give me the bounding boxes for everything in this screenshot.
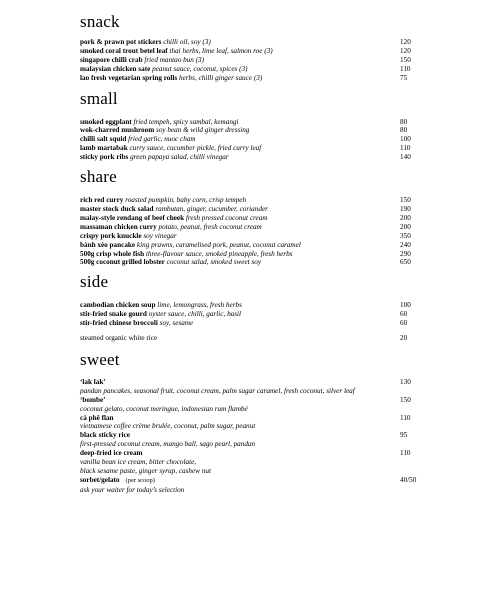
- menu-item: malaysian chicken sate peanut sauce, coconut, spices (3) 110: [80, 64, 411, 73]
- menu-item: cambodian chicken soup lime, lemongrass, fresh herbs 100: [80, 301, 411, 310]
- menu-item: stir-fried chinese broccoli soy, sesame 60: [80, 319, 408, 328]
- item-description: coconut gelato, coconut meringue, indonesian rum flambé: [80, 404, 248, 413]
- menu-item: smoked eggplant fried tempeh, spicy sambal, kemangi 80: [80, 117, 408, 126]
- menu-item: singapore chilli crab fried mantao bun (3) 150: [80, 55, 411, 64]
- menu-item: smoked coral trout betel leaf thai herbs, lime leaf, salmon roe (3) 120: [80, 46, 411, 55]
- item-description: vanilla bean ice cream, bitter chocolate,: [80, 458, 197, 467]
- menu-item: master stock duck salad rambutan, ginger, cucumber, coriander 190: [80, 204, 411, 213]
- menu-item: steamed organic white rice 20: [80, 334, 408, 343]
- item-description: ask your waiter for today’s selection: [80, 485, 185, 494]
- menu-item: bánh xèo pancake king prawns, caramelised pork, peanut, coconut caramel 240: [80, 240, 411, 249]
- section-title-side: side: [80, 272, 109, 292]
- menu-item: stir-fried snake gourd oyster sauce, chilli, garlic, basil 60: [80, 310, 408, 319]
- section-title-snack: snack: [80, 12, 120, 31]
- item-description: pandan pancakes, seasonal fruit, coconut cream, palm sugar caramel, fresh coconut, silver leaf: [80, 386, 355, 395]
- menu-item: sticky pork ribs green papaya salad, chilli vinegar 140: [80, 153, 411, 162]
- menu-item: cà phê flan 110: [80, 413, 411, 422]
- menu-page: [80, 12, 420, 498]
- section-title-small: small: [80, 88, 118, 108]
- menu-item: chilli salt squid fried garlic, nuoc cham 100: [80, 135, 411, 144]
- item-description: black sesame paste, ginger syrup, cashew nut: [80, 467, 211, 475]
- menu-item: crispy pork knuckle soy vinegar 350: [80, 231, 411, 240]
- menu-item: 500g coconut grilled lobster coconut salad, smoked sweet soy 650: [80, 258, 411, 267]
- menu-item: massaman chicken curry potato, peanut, fresh coconut cream 200: [80, 222, 411, 231]
- item-description: first-pressed coconut cream, mango ball, sago pearl, pandan: [80, 440, 256, 449]
- menu-item: ‘bombe’ 150: [80, 395, 411, 404]
- menu-item: wok-charred mushroom soy bean & wild ginger dressing 80: [80, 126, 408, 135]
- menu-item: 500g crisp whole fish three-flavour sauce, smoked pineapple, fresh herbs 290: [80, 249, 411, 258]
- section-sweet: [80, 350, 420, 495]
- menu-item: black sticky rice 95: [80, 431, 408, 440]
- menu-item: deep-fried ice cream 110: [80, 449, 411, 458]
- menu-item: ‘lak lak’ 130: [80, 377, 411, 386]
- section-title-share: share: [80, 167, 117, 187]
- menu-item: malay-style rendang of beef cheek fresh pressed coconut cream 200: [80, 213, 411, 222]
- menu-item: pork & prawn pot stickers chilli oil, soy (3) 120: [80, 38, 411, 46]
- section-small: [80, 89, 420, 163]
- menu-item: lao fresh vegetarian spring rolls herbs, chilli ginger sauce (3) 75: [80, 73, 408, 82]
- menu-item: rich red curry roasted pumpkin, baby corn, crisp tempeh 150: [80, 196, 411, 205]
- menu-item: sorbet/gelato (per scoop) 40/50: [80, 475, 417, 484]
- section-share: [80, 167, 420, 267]
- item-description: vietnamese coffee crème brulée, coconut, palm sugar, peanut: [80, 422, 256, 431]
- section-title-sweet: sweet: [80, 349, 120, 369]
- menu-item: lamb martabak curry sauce, cucumber pickle, fried curry leaf 110: [80, 144, 411, 153]
- section-snack: [80, 12, 420, 83]
- section-side: [80, 272, 420, 343]
